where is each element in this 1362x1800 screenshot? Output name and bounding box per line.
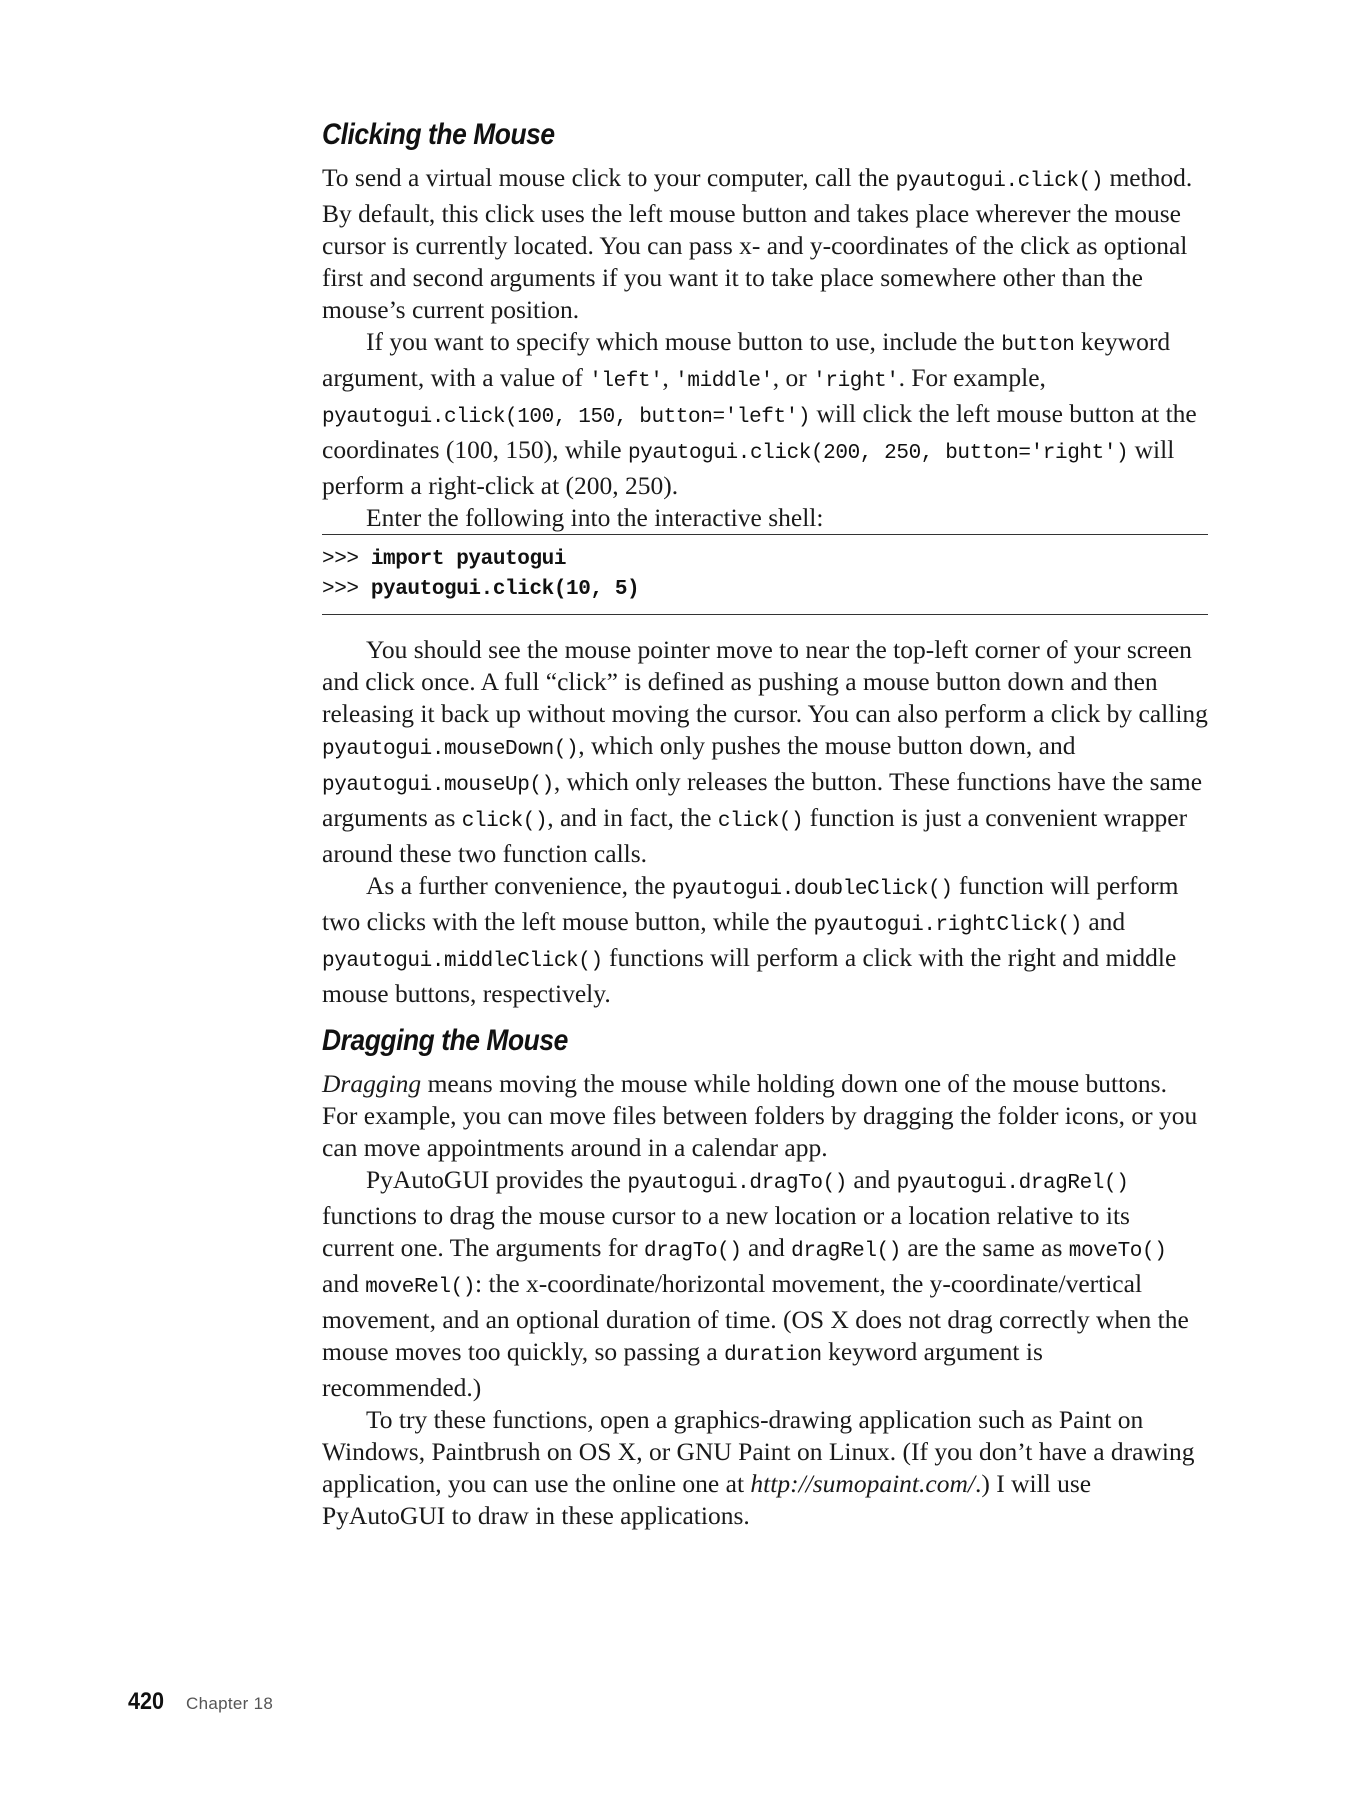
url-link: http://sumopaint.com/ — [750, 1469, 975, 1498]
inline-code: duration — [724, 1344, 822, 1367]
inline-code: pyautogui.doubleClick() — [671, 878, 953, 901]
section-heading-clicking: Clicking the Mouse — [322, 118, 555, 151]
inline-code: pyautogui.click(200, 250, button='right') — [627, 442, 1129, 465]
inline-code: 'right' — [813, 370, 899, 393]
page-number: 420 — [128, 1688, 165, 1715]
inline-code: dragRel() — [791, 1240, 901, 1263]
code-line: >>> import pyautogui — [322, 548, 567, 571]
inline-code: pyautogui.middleClick() — [322, 950, 603, 973]
paragraph-dragging-def: Dragging means moving the mouse while holding down one of the mouse buttons. For example, you can move files between folders by dragging the folder icons, or you can move appointments around in a calendar app. — [322, 1069, 1198, 1162]
section-clicking — [322, 118, 1208, 534]
inline-code: dragTo() — [643, 1240, 742, 1263]
inline-code: 'left' — [589, 370, 663, 393]
paragraph-try-functions: To try these functions, open a graphics-drawing application such as Paint on Windows, Paintbrush on OS X, or GNU Paint on Linux. (If you don’t have a drawing application, you can use the online one at http://sumopaint.com/.) I will use PyAutoGUI to draw in these applications. — [322, 1405, 1195, 1530]
chapter-label: Chapter 18 — [186, 1694, 274, 1713]
inline-code: pyautogui.click(100, 150, button='left') — [322, 406, 811, 429]
section-clicking-continued — [322, 634, 1208, 1010]
inline-code: pyautogui.click() — [895, 170, 1104, 193]
section-heading-dragging: Dragging the Mouse — [322, 1024, 568, 1057]
inline-code: pyautogui.mouseDown() — [322, 738, 579, 761]
paragraph-enter-shell: Enter the following into the interactive shell: — [366, 503, 824, 532]
code-block — [322, 534, 1208, 615]
inline-code: moveRel() — [365, 1276, 476, 1299]
paragraph-double-click: As a further convenience, the pyautogui.doubleClick() function will perform two clicks with the left mouse button, while the pyautogui.rightClick() and pyautogui.middleClick() functions will perform a click with the right and middle mouse buttons, respectively. — [322, 871, 1179, 1008]
inline-code: click() — [717, 810, 804, 833]
inline-code: pyautogui.rightClick() — [813, 914, 1082, 937]
inline-code: button — [1001, 334, 1075, 357]
page-footer — [128, 1688, 273, 1716]
section-dragging — [322, 1024, 1208, 1532]
paragraph-full-click: You should see the mouse pointer move to near the top-left corner of your screen and click once. A full “click” is defined as pushing a mouse button down and then releasing it back up without moving the cursor. You can also perform a click by calling pyautogui.mouseDown(), which only pushes the mouse button down, and pyautogui.mouseUp(), which only releases the button. These functions have the same arguments as click(), and in fact, the click() function is just a convenient wrapper around these two function calls. — [322, 635, 1208, 868]
inline-code: pyautogui.mouseUp() — [322, 774, 554, 797]
paragraph-drag-functions: PyAutoGUI provides the pyautogui.dragTo() and pyautogui.dragRel() functions to drag the mouse cursor to a new location or a location relative to its current one. The arguments for dragTo() and dragRel() are the same as moveTo() and moveRel(): the x-coordinate/horizontal movement, the y-coordinate/vertical movement, and an optional duration of time. (OS X does not drag correctly when the mouse moves too quickly, so passing a duration keyword argument is recommended.) — [322, 1165, 1189, 1402]
paragraph-button-arg: If you want to specify which mouse button to use, include the button keyword argument, with a value of 'left', 'middle', or 'right'. For example, pyautogui.click(100, 150, button='left') will click the left mouse button at the coordinates (100, 150), while pyautogui.click(200, 250, button='right') will perform a right-click at (200, 250). — [322, 327, 1197, 500]
code-line: >>> pyautogui.click(10, 5) — [322, 578, 640, 601]
inline-code: 'middle' — [675, 370, 773, 393]
inline-code: pyautogui.dragTo() — [627, 1172, 847, 1195]
paragraph-intro-click: To send a virtual mouse click to your computer, call the pyautogui.click() method. By default, this click uses the left mouse button and takes place wherever the mouse cursor is currently located. You can pass x- and y-coordinates of the click as optional first and second arguments if you want it to take place somewhere other than the mouse’s current position. — [322, 163, 1193, 324]
inline-code: pyautogui.dragRel() — [896, 1172, 1129, 1195]
inline-code: moveTo() — [1068, 1240, 1167, 1263]
inline-code: click() — [461, 810, 548, 833]
